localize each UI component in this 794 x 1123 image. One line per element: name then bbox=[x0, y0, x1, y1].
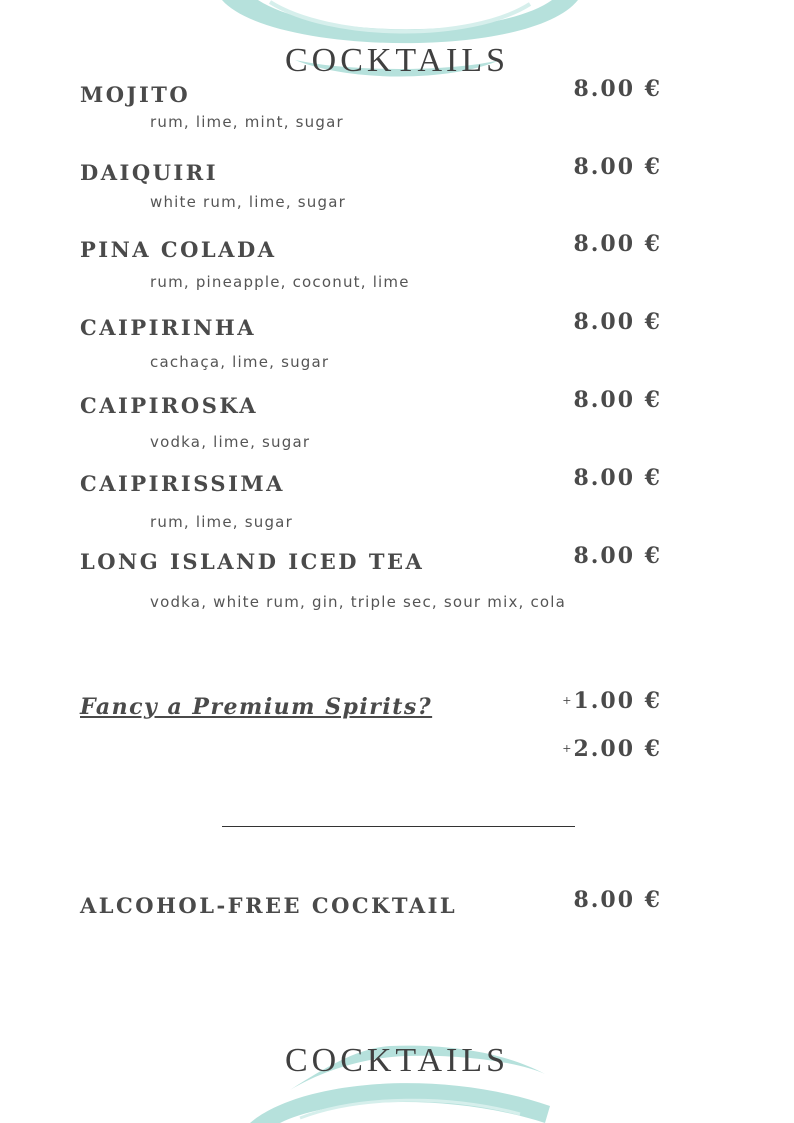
upcharge-amount: 1.00 € bbox=[573, 688, 662, 714]
menu-item-ingredients: rum, pineapple, coconut, lime bbox=[150, 273, 410, 291]
menu-item-price: 8.00 € bbox=[573, 465, 662, 491]
menu-item bbox=[80, 76, 662, 112]
menu-item-ingredients: vodka, white rum, gin, triple sec, sour mix, cola bbox=[150, 593, 567, 611]
menu-item-name: CAIPIRISSIMA bbox=[80, 471, 285, 496]
menu-item-name: CAIPIROSKA bbox=[80, 393, 259, 418]
menu-item bbox=[80, 465, 662, 501]
menu-item bbox=[80, 387, 662, 423]
menu-item-ingredients: cachaça, lime, sugar bbox=[150, 353, 330, 371]
menu-item-price: 8.00 € bbox=[573, 231, 662, 257]
menu-item bbox=[80, 154, 662, 190]
menu-item-name: CAIPIRINHA bbox=[80, 315, 257, 340]
menu-item-name: PINA COLADA bbox=[80, 237, 277, 262]
menu-item-name: DAIQUIRI bbox=[80, 160, 219, 185]
menu-item bbox=[80, 309, 662, 345]
menu-item-ingredients: vodka, lime, sugar bbox=[150, 433, 311, 451]
page-title: COCKTAILS bbox=[284, 42, 510, 79]
footer-title: COCKTAILS bbox=[284, 1042, 510, 1079]
section-divider bbox=[222, 826, 575, 827]
menu-item-name: MOJITO bbox=[80, 82, 191, 107]
alcohol-free-item bbox=[80, 887, 662, 923]
menu-item bbox=[80, 543, 662, 579]
upcharge-amount: 2.00 € bbox=[573, 736, 662, 762]
plus-sign: + bbox=[562, 694, 574, 707]
menu-item-ingredients: white rum, lime, sugar bbox=[150, 193, 346, 211]
premium-upcharge bbox=[562, 688, 662, 714]
menu-item-ingredients: rum, lime, sugar bbox=[150, 513, 293, 531]
menu-item-name: ALCOHOL-FREE COCKTAIL bbox=[80, 893, 458, 918]
menu-item-price: 8.00 € bbox=[573, 309, 662, 335]
menu-item-price: 8.00 € bbox=[573, 154, 662, 180]
menu-item-price: 8.00 € bbox=[573, 543, 662, 569]
menu-item-price: 8.00 € bbox=[573, 887, 662, 913]
menu-item-name: LONG ISLAND ICED TEA bbox=[80, 549, 425, 574]
premium-upcharge bbox=[562, 736, 662, 762]
premium-spirits-label: Fancy a Premium Spirits? bbox=[80, 694, 433, 720]
menu-item bbox=[80, 231, 662, 267]
menu-item-ingredients: rum, lime, mint, sugar bbox=[150, 113, 344, 131]
menu-item-price: 8.00 € bbox=[573, 76, 662, 102]
plus-sign: + bbox=[562, 742, 574, 755]
menu-item-price: 8.00 € bbox=[573, 387, 662, 413]
